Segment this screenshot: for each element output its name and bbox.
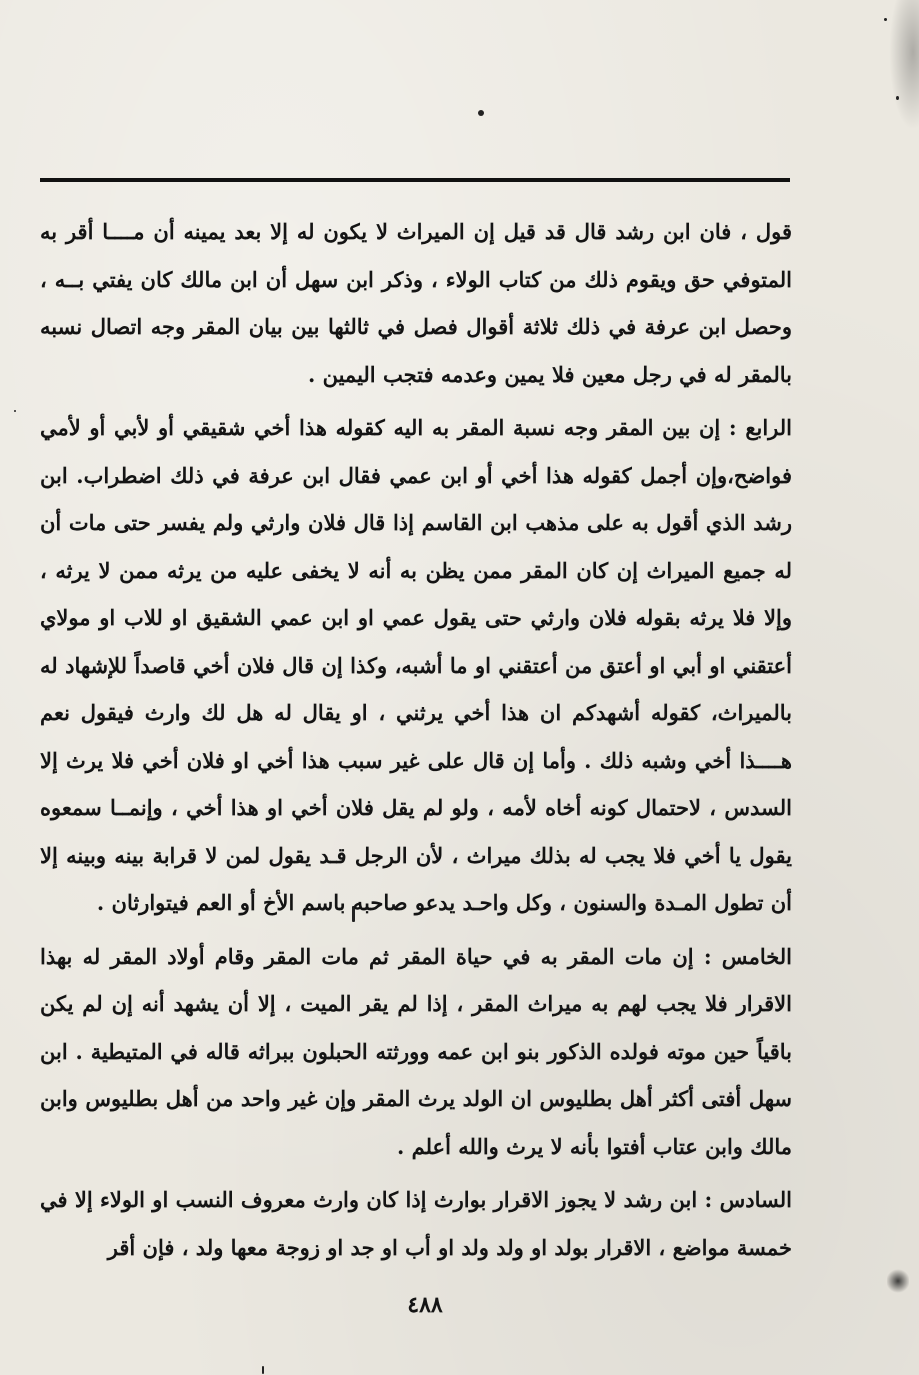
ink-speck [884,18,887,21]
ink-speck [262,1366,264,1374]
ink-speck [896,96,899,100]
ink-speck [14,410,16,412]
ink-speck [478,110,484,116]
paragraph-1: قول ، فان ابن رشد قال قد قيل إن الميراث لا يكون له إلا بعد يمينه أن مــــا أقر به المتوفي حق ويقوم ذلك من كتاب الولاء ، وذكر ابن سهل أن ابن مالك كان يفتي بــه ، وحصل ابن عرفة في ذلك ثلاثة أقوال فصل في ثالثها بين بيان المقر وجه اتصال نسبه بالمقر له في رجل معين فلا يمين وعدمه فتجب اليمين . [40,219,792,387]
scan-edge-shadow [889,0,919,130]
paragraph-5-al-khamis: الخامس : إن مات المقر به في حياة المقر ثم مات المقر وقام أولاد المقر له بهذا الاقرار فلا يجب لهم به ميراث المقر ، إذا لم يقر الميت ، إلا أن يشهد أنه إن لم يكن باقياً حين موته فولده الذكور بنو ابن عمه وورثته الحبلون ببراثه قاله في المتيطية . ابن سهل أفتى أكثر أهل بطليوس ان الولد يرث المقر وإن غير واحد من أهل بطليوس وابن مالك وابن عتاب أفتوا بأنه لا يرث والله أعلم . [40,943,792,1159]
page-number: ٤٨٨ [407,1292,443,1318]
paragraph-6-al-sadis: السادس : ابن رشد لا يجوز الاقرار بوارث إذا كان وارث معروف النسب او الولاء إلا في خمسة مواضع ، الاقرار بولد او ولد ولد او أب او جد او زوجة معها ولد ، فإن أقر [40,1187,792,1260]
paragraph-4-al-rabi: الرابع : إن بين المقر وجه نسبة المقر به اليه كقوله هذا أخي شقيقي أو لأبي أو لأمي فواضح،وإن أجمل كقوله هذا أخي أو ابن عمي فقال ابن عرفة في ذلك اضطراب. ابن رشد الذي أقول به على مذهب ابن القاسم إذا قال فلان وارثي ولم يفسر حتى مات أن له جميع الميراث إن كان المقر ممن يظن به أنه لا يخفى عليه من يرثه ممن لا يرثه ، وإلا فلا يرثه بقوله فلان وارثي حتى يقول عمي او ابن عمي الشقيق او للاب او مولاي أعتقني او أبي او أعتق من أعتقني او ما أشبه، وكذا إن قال فلان أخي قاصداً للإشهاد له بالميراث، كقوله أشهدكم ان هذا أخي يرثني ، او يقال له هل لك وارث فيقول نعم هــــذا أخي وشبه ذلك . وأما إن قال على غير سبب هذا أخي او فلان أخي فلا يرث إلا السدس ، لاحتمال كونه أخاه لأمه ، ولو لم يقل فلان أخي او هذا أخي ، وإنمــا سمعوه يقول يا أخي فلا يجب له بذلك ميراث ، لأن الرجل قـد يقول لمن لا قرابة بينه وبينه إلا أن تطول المـدة والسنون ، وكل واحـد يدعو صاحبه باسم الأخ أو العم فيتوارثان . [40,415,792,915]
header-rule [40,178,790,182]
ink-blot [887,1268,909,1294]
main-text [40,208,792,1271]
